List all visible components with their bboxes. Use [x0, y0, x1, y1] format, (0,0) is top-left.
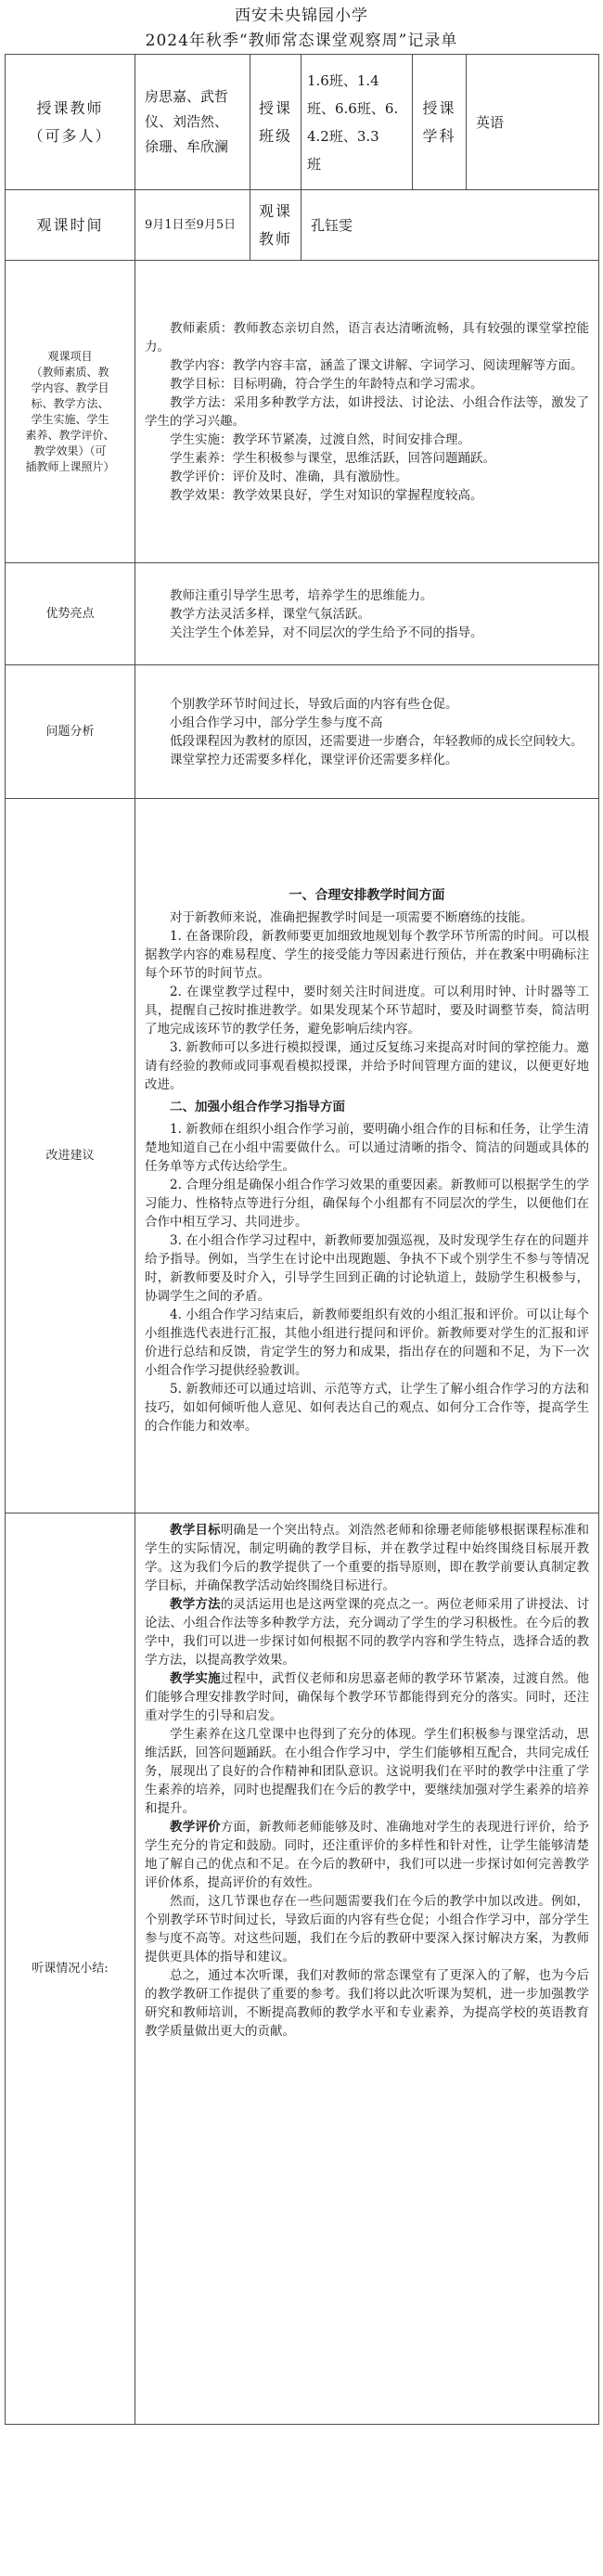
observer-label-cell	[250, 190, 302, 261]
summary-text: 明确是一个突出特点。刘浩然老师和徐珊老师能够根据课程标准和学生的实际情况，制定明确的教学目标，并在教学过程中始终围绕目标展开教学。这为我们今后的教学提供了一个重要的指导原则，即在教学前要认真制定教学目标，并确保教学活动始终围绕目标进行。	[145, 1523, 589, 1593]
summary-paragraph	[145, 1521, 589, 1595]
school-name: 西安未央锦园小学	[235, 6, 368, 25]
items-label-line: 插教师上课照片）	[25, 459, 115, 473]
item-paragraph: 教学目标：目标明确，符合学生的年龄特点和学习需求。	[170, 376, 483, 392]
item-paragraph: 教学内容：教学内容丰富，涵盖了课文讲解、字词学习、阅读理解等方面。	[170, 357, 584, 373]
suggestion-paragraph: 2. 在课堂教学过程中，要时刻关注时间进度。可以利用时钟、计时器等工具，提醒自己按时推进教学。如果发现某个环节超时，要及时调整节奏，简洁明了地完成该环节的教学任务，避免影响后续内容。	[145, 984, 589, 1037]
title-block	[5, 0, 598, 54]
suggestion-paragraph: 1. 新教师在组织小组合作学习前，要明确小组合作的目标和任务，让学生清楚地知道自己在小组中需要做什么。可以通过清晰的指令、简洁的问题或具体的任务单等方式传达给学生。	[145, 1121, 589, 1174]
items-label-line: 教学效果）（可	[33, 444, 107, 457]
row-observation-items	[6, 261, 599, 563]
item-paragraph: 教学效果：教学效果良好，学生对知识的掌握程度较高。	[170, 487, 483, 503]
summary-keyword: 教学实施	[170, 1671, 221, 1686]
summary-keyword: 教学方法	[170, 1597, 221, 1612]
summary-paragraph	[145, 1892, 589, 1966]
summary-paragraph	[145, 1818, 589, 1892]
highlights-label: 优势亮点	[6, 563, 135, 665]
suggestion-paragraph: 2. 合理分组是确保小组合作学习效果的重要因素。新教师可以根据学生的学习能力、性格特点等进行分组，确保每个小组都有不同层次的学生，以便他们在合作中相互学习、共同进步。	[145, 1177, 589, 1230]
observer-label-1: 观课	[258, 201, 292, 220]
classes-value	[302, 55, 413, 190]
class-label-2: 班级	[258, 126, 292, 145]
items-label-line: 素养、教学评价、	[25, 428, 115, 442]
suggestion-paragraph: 对于新教师来说，准确把握教学时间是一项需要不断磨练的技能。	[170, 909, 533, 925]
classes-line-2: 班、6.6班、6.	[307, 99, 399, 117]
subject-value: 英语	[467, 55, 599, 190]
summary-label: 听课情况小结:	[6, 1513, 135, 2425]
items-label-cell	[6, 261, 135, 563]
items-content	[135, 261, 599, 563]
summary-text: 过程中，武哲仪老师和房思嘉老师的教学环节紧凑，过渡自然。他们能够合理安排教学时间，确保每个教学环节都能得到充分的落实。同时，还注重对学生的引导和启发。	[145, 1671, 589, 1723]
items-label-line: 标、教学方法、	[31, 396, 109, 410]
row-teacher-info	[6, 55, 599, 190]
problem-paragraph: 个别教学环节时间过长，导致后面的内容有些仓促。	[170, 696, 458, 712]
summary-content	[135, 1513, 599, 2425]
item-paragraph: 教师素质：教师教态亲切自然，语言表达清晰流畅，具有较强的课堂掌控能力。	[145, 320, 589, 354]
class-label-1: 授课	[258, 98, 292, 117]
items-label-line: 学生实施、学生	[31, 412, 109, 426]
suggestions-label: 改进建议	[6, 799, 135, 1513]
suggestion-section-title: 一、合理安排教学时间方面	[289, 887, 445, 903]
class-label-cell	[250, 55, 302, 190]
items-label-line: 学内容、教学目	[31, 380, 109, 394]
subject-label-cell	[413, 55, 467, 190]
time-value: 9月1日至9月5日	[135, 190, 250, 261]
teacher-label: 授课教师	[36, 98, 104, 117]
subject-label-2: 学科	[422, 126, 456, 145]
suggestion-paragraph: 3. 新教师可以多进行模拟授课，通过反复练习来提高对时间的掌控能力。邀请有经验的教师或同事观看模拟授课，并给予时间管理方面的建议，以便更好地改进。	[145, 1039, 589, 1092]
observer-label-2: 教师	[258, 229, 292, 248]
time-label: 观课时间	[6, 190, 135, 261]
problem-paragraph: 低段课程因为教材的原因，还需要进一步磨合，年轻教师的成长空间较大。	[170, 733, 584, 749]
teachers-value: 房思嘉、武哲仪、刘浩然、徐珊、牟欣澜	[135, 55, 250, 190]
suggestion-paragraph: 1. 在备课阶段，新教师要更加细致地规划每个教学环节所需的时间。可以根据教学内容的难易程度、学生的接受能力等因素进行预估，并在教案中明确标注每个环节的时间节点。	[145, 928, 589, 981]
teacher-sublabel: （可多人）	[28, 126, 112, 145]
problem-paragraph: 小组合作学习中，部分学生参与度不高	[170, 715, 383, 730]
suggestions-content	[135, 799, 599, 1513]
item-paragraph: 教学评价：评价及时、准确，具有激励性。	[170, 469, 408, 484]
row-problems	[6, 665, 599, 799]
row-suggestions	[6, 799, 599, 1513]
item-paragraph: 教学方法：采用多种教学方法，如讲授法、讨论法、小组合作法等，激发了学生的学习兴趣。	[145, 394, 589, 429]
suggestion-paragraph: 5. 新教师还可以通过培训、示范等方式，让学生了解小组合作学习的方法和技巧，如如何倾听他人意见、如何表达自己的观点、如何分工合作等，提高学生的合作能力和效率。	[145, 1381, 589, 1434]
items-label-line: （教师素质、教	[31, 365, 109, 379]
row-highlights	[6, 563, 599, 665]
highlight-paragraph: 教学方法灵活多样，课堂气氛活跃。	[170, 606, 370, 622]
problems-content	[135, 665, 599, 799]
item-paragraph: 学生素养：学生积极参与课堂，思维活跃，回答问题踊跃。	[170, 450, 495, 466]
problem-paragraph: 课堂掌控力还需要多样化，课堂评价还需要多样化。	[170, 752, 458, 767]
summary-text: 的灵活运用也是这两堂课的亮点之一。两位老师采用了讲授法、讨论法、小组合作法等多种教学方法，充分调动了学生的学习积极性。在今后的教学中，我们可以进一步探讨如何根据不同的教学内容和学生特点，选择合适的教学方法，以提高教学效果。	[145, 1597, 589, 1668]
summary-text: 然而，这几节课也存在一些问题需要我们在今后的教学中加以改进。例如，个别教学环节时间过长，导致后面的内容有些仓促；小组合作学习中，部分学生参与度不高等。对这些问题，我们在今后的教研中要深入探讨解决方案，为教师提供更具体的指导和建议。	[145, 1894, 589, 1964]
highlight-paragraph: 关注学生个体差异，对不同层次的学生给予不同的指导。	[170, 625, 483, 640]
classes-line-4: 班	[307, 155, 322, 173]
summary-text: 总之，通过本次听课，我们对教师的常态课堂有了更深入的了解，也为今后的教学教研工作提供了重要的参考。我们将以此次听课为契机，进一步加强教学研究和教师培训，不断提高教师的教学水平和专业素养，为提高学校的英语教育教学质量做出更大的贡献。	[145, 1968, 589, 2039]
sheet-title: 2024年秋季“教师常态课堂观察周”记录单	[145, 32, 458, 50]
summary-paragraph	[145, 1725, 589, 1818]
summary-keyword: 教学目标	[170, 1523, 221, 1538]
classes-line-1: 1.6班、1.4	[307, 71, 379, 89]
highlights-content	[135, 563, 599, 665]
items-label-line: 观课项目	[47, 349, 93, 363]
summary-paragraph	[145, 1595, 589, 1669]
classes-line-3: 4.2班、3.3	[307, 127, 379, 145]
suggestion-paragraph: 4. 小组合作学习结束后，新教师要组织有效的小组汇报和评价。可以让每个小组推选代表进行汇报，其他小组进行提问和评价。新教师要对学生的汇报和评价进行总结和反馈，肯定学生的努力和成果，指出存在的问题和不足，为下一次小组合作学习提供经验教训。	[145, 1307, 589, 1378]
item-paragraph: 学生实施：教学环节紧凑，过渡自然，时间安排合理。	[170, 431, 470, 447]
summary-text: 方面，新教师老师能够及时、准确地对学生的表现进行评价，给予学生充分的肯定和鼓励。同时，还注重评价的多样性和针对性，让学生能够清楚地了解自己的优点和不足。在今后的教研中，我们可以进一步探讨如何完善教学评价体系，提高评价的有效性。	[145, 1820, 589, 1890]
record-sheet	[5, 0, 598, 2576]
subject-label-1: 授课	[422, 98, 456, 117]
problems-label: 问题分析	[6, 665, 135, 799]
summary-keyword: 教学评价	[170, 1820, 221, 1835]
summary-paragraph	[145, 1669, 589, 1725]
highlight-paragraph: 教师注重引导学生思考，培养学生的思维能力。	[170, 587, 433, 603]
suggestion-paragraph: 3. 在小组合作学习过程中，新教师要加强巡视，及时发现学生存在的问题并给予指导。例如，当学生在讨论中出现跑题、争执不下或个别学生不参与等情况时，新教师要及时介入，引导学生回到正确的讨论轨道上，鼓励学生积极参与，协调学生之间的矛盾。	[145, 1232, 589, 1304]
teacher-label-cell	[6, 55, 135, 190]
row-observation-time	[6, 190, 599, 261]
record-table	[5, 54, 599, 2425]
row-summary	[6, 1513, 599, 2425]
summary-paragraph	[145, 1966, 589, 2041]
summary-text: 学生素养在这几堂课中也得到了充分的体现。学生们积极参与课堂活动，思维活跃，回答问题踊跃。在小组合作学习中，学生们能够相互配合，共同完成任务，展现出了良好的合作精神和团队意识。这说明我们在平时的教学中注重了学生素养的培养，同时也提醒我们在今后的教学中，要继续加强对学生素养的培养和提升。	[145, 1727, 589, 1816]
suggestion-section-title: 二、加强小组合作学习指导方面	[170, 1099, 345, 1114]
observer-value: 孔钰雯	[302, 190, 599, 261]
